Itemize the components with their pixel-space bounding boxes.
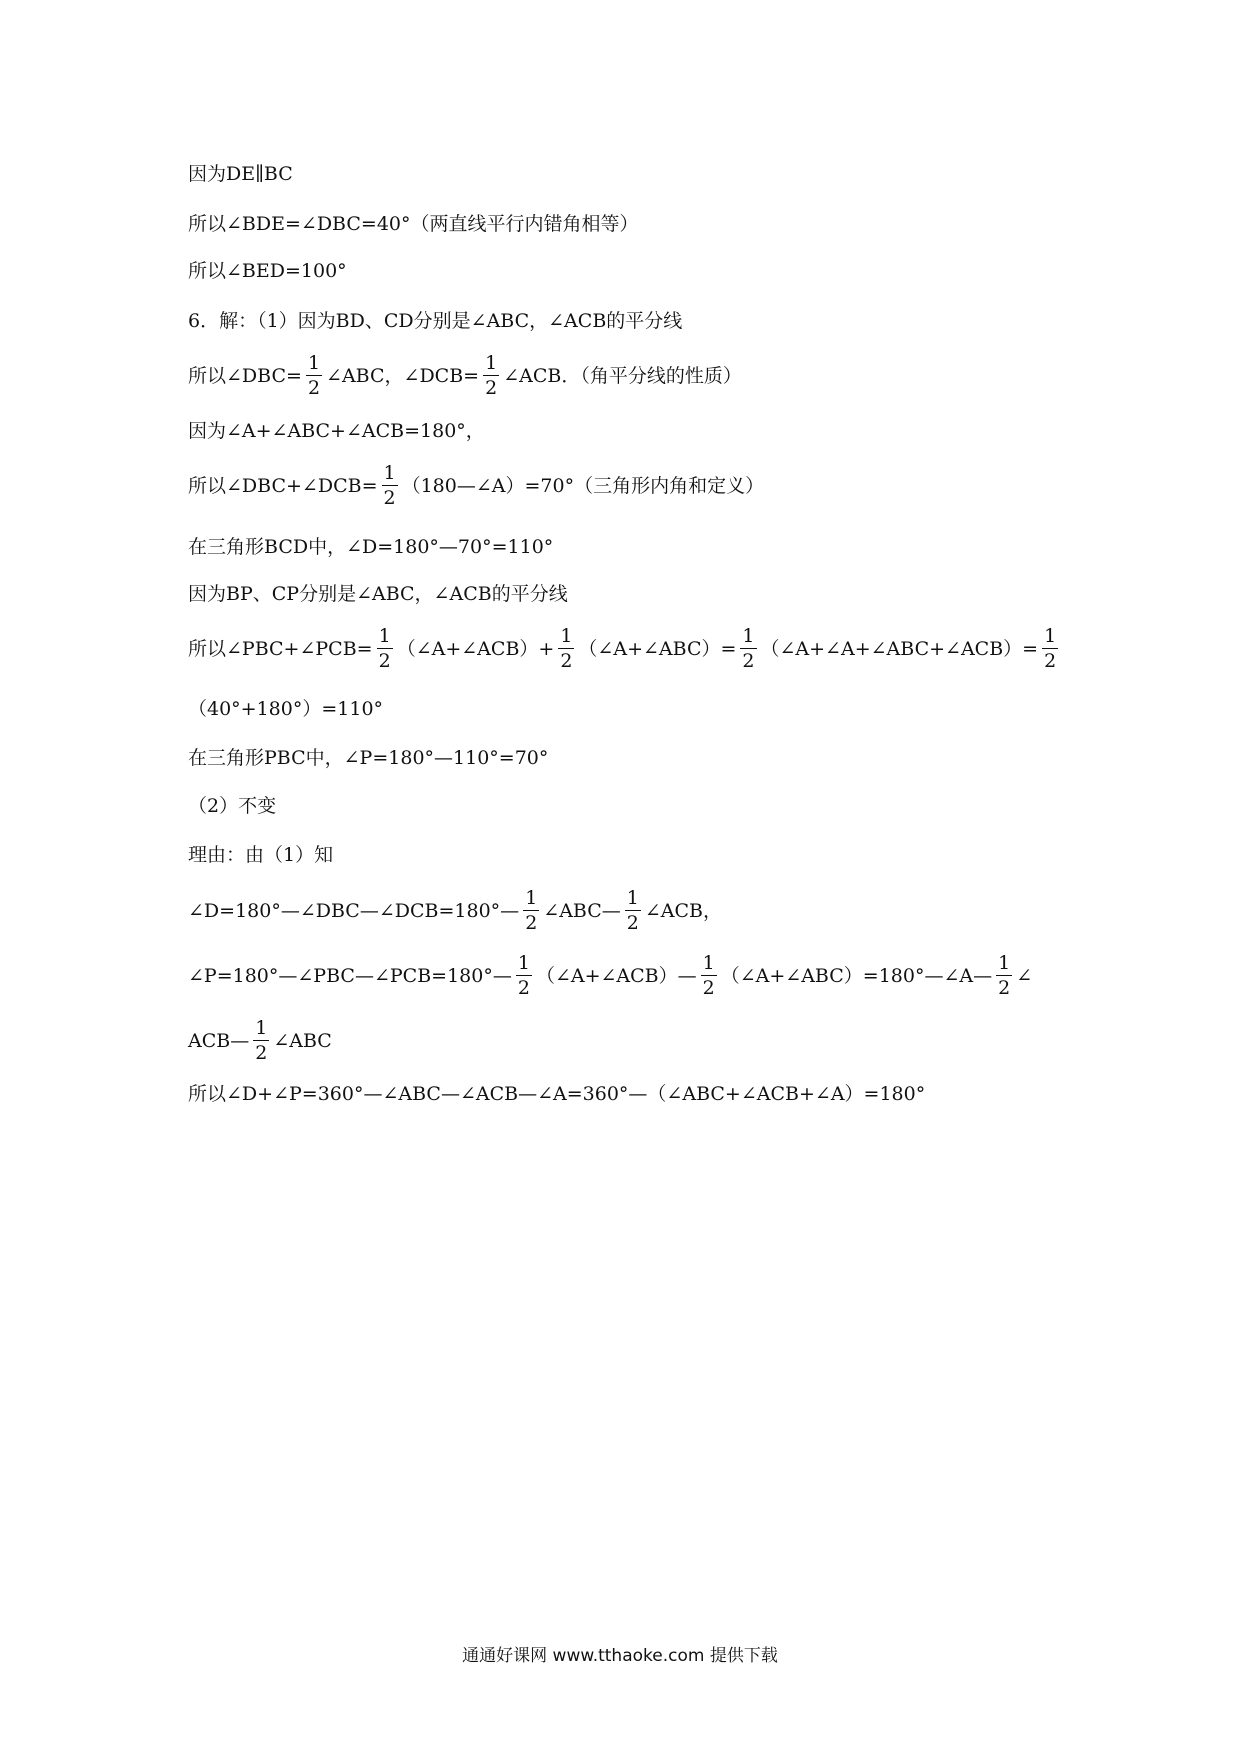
- text-line-18: [188, 1082, 925, 1106]
- text-line-15: [188, 887, 722, 934]
- fraction-half: [253, 1017, 269, 1064]
- text-span: （∠A+∠ACB）+: [396, 637, 555, 660]
- fraction-half: [483, 352, 499, 399]
- text-span: ∠ABC，∠DCB=: [326, 364, 480, 387]
- text-span: （180—∠A）=70°（三角形内角和定义）: [401, 474, 765, 497]
- text-line-5: [188, 352, 742, 399]
- text-line-3: [188, 259, 347, 283]
- text-span: （∠A+∠ACB）—: [535, 964, 697, 987]
- footer-credit: 通通好课网 www.tthaoke.com 提供下载: [462, 1646, 778, 1666]
- fraction-numerator: 1: [383, 462, 396, 484]
- text-span: ∠ACB．（角平分线的性质）: [503, 364, 742, 387]
- text-span: 因为DE∥BC: [188, 163, 293, 185]
- text-span: （∠A+∠A+∠ABC+∠ACB）=: [760, 637, 1039, 660]
- text-span: ∠ACB，: [644, 899, 723, 922]
- text-span: ACB—: [188, 1029, 250, 1052]
- fraction-numerator: 1: [378, 625, 391, 647]
- text-line-7: [188, 462, 764, 509]
- fraction-numerator: 1: [998, 952, 1011, 974]
- fraction-denominator: 2: [307, 377, 321, 399]
- text-line-14: [188, 843, 333, 867]
- text-line-2: [188, 212, 639, 236]
- text-line-16: [188, 952, 1032, 999]
- fraction-numerator: 1: [702, 952, 715, 974]
- fraction-half: [523, 887, 539, 934]
- text-span: 所以∠BDE=∠DBC=40°（两直线平行内错角相等）: [188, 213, 639, 235]
- fraction-denominator: 2: [742, 650, 755, 672]
- text-line-12: [188, 746, 548, 770]
- fraction-denominator: 2: [998, 977, 1011, 999]
- text-span: 在三角形BCD中，∠D=180°—70°=110°: [188, 536, 554, 558]
- fraction-numerator: 1: [626, 887, 639, 909]
- text-span: 理由：由（1）知: [188, 844, 334, 866]
- text-span: 所以∠D+∠P=360°—∠ABC—∠ACB—∠A=360°—（∠ABC+∠ACB+∠A）=180°: [188, 1083, 926, 1105]
- fraction-denominator: 2: [525, 912, 538, 934]
- text-span: （∠A+∠ABC）=180°—∠A—: [720, 964, 993, 987]
- text-span: ∠ABC—: [543, 899, 621, 922]
- fraction-half: [996, 952, 1012, 999]
- fraction-half: [306, 352, 322, 399]
- fraction-numerator: 1: [1044, 625, 1057, 647]
- fraction-half: [701, 952, 717, 999]
- fraction-denominator: 2: [702, 977, 715, 999]
- fraction-numerator: 1: [255, 1017, 268, 1039]
- fraction-denominator: 2: [560, 650, 573, 672]
- text-span: ∠: [1016, 964, 1033, 987]
- text-span: （40°+180°）=110°: [188, 698, 384, 720]
- fraction-half: [377, 625, 393, 672]
- fraction-half: [382, 462, 398, 509]
- text-span: 6．解：（1）因为BD、CD分别是∠ABC，∠ACB的平分线: [188, 310, 683, 332]
- fraction-half: [558, 625, 574, 672]
- text-span: 所以∠DBC=: [188, 364, 302, 387]
- fraction-numerator: 1: [560, 625, 573, 647]
- text-line-4: [188, 309, 682, 333]
- text-span: 所以∠BED=100°: [188, 260, 347, 282]
- fraction-denominator: 2: [1044, 650, 1057, 672]
- fraction-denominator: 2: [485, 377, 498, 399]
- fraction-denominator: 2: [255, 1042, 268, 1064]
- text-line-10: [188, 625, 1062, 672]
- fraction-denominator: 2: [378, 650, 391, 672]
- fraction-numerator: 1: [307, 352, 321, 374]
- fraction-denominator: 2: [517, 977, 530, 999]
- text-span: 在三角形PBC中，∠P=180°—110°=70°: [188, 747, 549, 769]
- text-span: 因为∠A+∠ABC+∠ACB=180°，: [188, 420, 485, 442]
- text-line-13: [188, 794, 276, 818]
- text-span: （2）不变: [188, 795, 277, 817]
- text-span: 所以∠PBC+∠PCB=: [188, 637, 373, 660]
- text-line-17: [188, 1017, 332, 1064]
- fraction-half: [516, 952, 532, 999]
- text-span: 所以∠DBC+∠DCB=: [188, 474, 378, 497]
- fraction-numerator: 1: [517, 952, 530, 974]
- fraction-numerator: 1: [485, 352, 498, 374]
- fraction-denominator: 2: [383, 487, 396, 509]
- text-line-9: [188, 582, 568, 606]
- fraction-half: [625, 887, 641, 934]
- text-line-8: [188, 535, 553, 559]
- text-span: （∠A+∠ABC）=: [578, 637, 737, 660]
- text-line-11: [188, 697, 383, 721]
- fraction-denominator: 2: [626, 912, 639, 934]
- fraction-numerator: 1: [525, 887, 538, 909]
- fraction-half: [740, 625, 756, 672]
- text-span: ∠ABC: [273, 1029, 332, 1052]
- fraction-numerator: 1: [742, 625, 755, 647]
- text-span: 因为BP、CP分别是∠ABC，∠ACB的平分线: [188, 583, 568, 605]
- fraction-half: [1042, 625, 1058, 672]
- text-line-6: [188, 419, 485, 443]
- text-span: ∠D=180°—∠DBC—∠DCB=180°—: [188, 899, 520, 922]
- text-span: ∠P=180°—∠PBC—∠PCB=180°—: [188, 964, 512, 987]
- text-line-1: [188, 162, 293, 186]
